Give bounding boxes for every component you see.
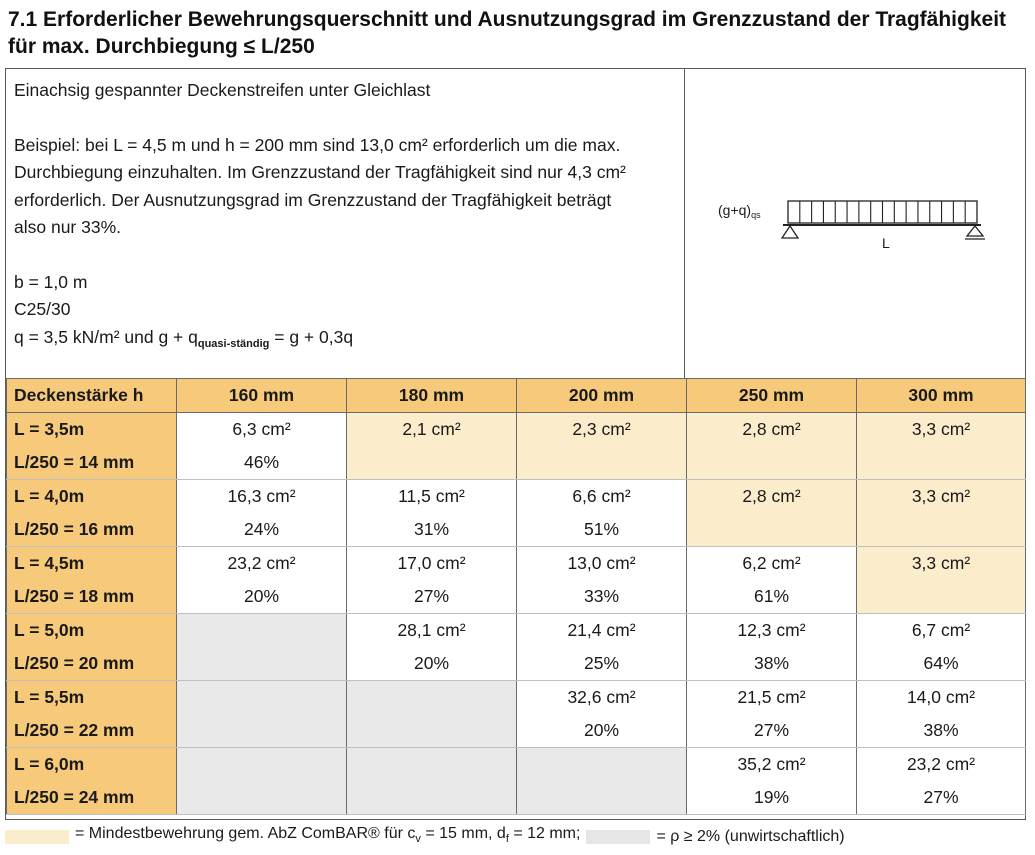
reinforcement-area-cell: 6,2 cm²	[687, 547, 857, 581]
utilization-cell	[347, 446, 517, 480]
reinforcement-area-cell: 21,5 cm²	[687, 681, 857, 715]
utilization-cell	[687, 513, 857, 547]
header-slab-thickness: Deckenstärke h	[7, 379, 177, 413]
utilization-cell	[177, 714, 347, 748]
utilization-cell	[347, 781, 517, 815]
load-label: $(g+q)_{qs}$	[718, 202, 761, 220]
reinforcement-area-cell	[517, 748, 687, 782]
table-row	[7, 446, 1026, 480]
table-row	[7, 714, 1026, 748]
reinforcement-area-cell: 2,8 cm²	[687, 413, 857, 447]
intro-heading: Einachsig gespannter Deckenstreifen unter Gleichlast	[14, 80, 431, 100]
table-row	[7, 480, 1026, 514]
reinforcement-area-cell: 35,2 cm²	[687, 748, 857, 782]
utilization-cell: 33%	[517, 580, 687, 614]
roller-support-icon	[965, 226, 985, 239]
example-line-2: Durchbiegung einzuhalten. Im Grenzzustand der Tragfähigkeit sind nur 4,3 cm²	[14, 162, 626, 182]
reinforcement-area-cell: 17,0 cm²	[347, 547, 517, 581]
reinforcement-area-cell: 23,2 cm²	[177, 547, 347, 581]
span-label: L = 4,5m	[7, 547, 177, 581]
utilization-cell: 20%	[517, 714, 687, 748]
legend	[5, 826, 1025, 848]
utilization-cell	[517, 446, 687, 480]
span-label: L = 3,5m	[7, 413, 177, 447]
reinforcement-area-cell: 14,0 cm²	[857, 681, 1026, 715]
span-label: L = 4,0m	[7, 480, 177, 514]
pin-support-icon	[782, 226, 798, 238]
deflection-limit: L/250 = 14 mm	[7, 446, 177, 480]
table-row	[7, 781, 1026, 815]
reinforcement-area-cell: 32,6 cm²	[517, 681, 687, 715]
table-row	[7, 614, 1026, 648]
utilization-cell: 25%	[517, 647, 687, 681]
reinforcement-area-cell: 11,5 cm²	[347, 480, 517, 514]
reinforcement-area-cell: 6,3 cm²	[177, 413, 347, 447]
utilization-cell: 51%	[517, 513, 687, 547]
utilization-cell: 27%	[857, 781, 1026, 815]
legend-grey-text: = ρ ≥ 2% (unwirtschaftlich)	[656, 828, 845, 845]
reinforcement-area-cell	[177, 748, 347, 782]
table-row	[7, 681, 1026, 715]
min-reinforcement-swatch	[5, 830, 69, 844]
utilization-cell: 38%	[857, 714, 1026, 748]
intro-panel	[6, 69, 685, 378]
reinforcement-area-cell	[177, 614, 347, 648]
deflection-limit: L/250 = 16 mm	[7, 513, 177, 547]
beam-sketch	[685, 69, 1025, 378]
header-thickness-160mm: 160 mm	[177, 379, 347, 413]
reinforcement-area-cell: 2,1 cm²	[347, 413, 517, 447]
table-row	[7, 647, 1026, 681]
concrete-class: C25/30	[14, 299, 71, 319]
utilization-cell: 38%	[687, 647, 857, 681]
deflection-limit: L/250 = 24 mm	[7, 781, 177, 815]
reinforcement-area-cell: 28,1 cm²	[347, 614, 517, 648]
uneconomic-swatch	[586, 830, 650, 844]
reinforcement-area-cell: 6,6 cm²	[517, 480, 687, 514]
utilization-cell: 27%	[687, 714, 857, 748]
utilization-cell: 27%	[347, 580, 517, 614]
table-row	[7, 748, 1026, 782]
legend-min-text: = Mindestbewehrung gem. AbZ ComBAR® für $c_v = 15$ mm, $d_f = 12$ mm;	[75, 825, 581, 846]
utilization-cell: 46%	[177, 446, 347, 480]
reinforcement-area-cell: 2,3 cm²	[517, 413, 687, 447]
reinforcement-area-cell	[177, 681, 347, 715]
reinforcement-area-cell: 16,3 cm²	[177, 480, 347, 514]
utilization-cell	[687, 446, 857, 480]
utilization-cell: 31%	[347, 513, 517, 547]
header-thickness-250mm: 250 mm	[687, 379, 857, 413]
utilization-cell	[857, 513, 1026, 547]
utilization-cell: 19%	[687, 781, 857, 815]
load-param: q = 3,5 kN/m² und $g + q_{quasi-ständig} = g + 0,3q$	[14, 326, 354, 350]
utilization-cell: 64%	[857, 647, 1026, 681]
span-label: L = 5,0m	[7, 614, 177, 648]
reinforcement-area-cell: 2,8 cm²	[687, 480, 857, 514]
reinforcement-area-cell: 12,3 cm²	[687, 614, 857, 648]
utilization-cell	[857, 446, 1026, 480]
reinforcement-area-cell: 13,0 cm²	[517, 547, 687, 581]
utilization-cell: 61%	[687, 580, 857, 614]
utilization-cell: 24%	[177, 513, 347, 547]
span-label: L = 6,0m	[7, 748, 177, 782]
utilization-cell: 20%	[347, 647, 517, 681]
span-label: L = 5,5m	[7, 681, 177, 715]
span-label: L	[882, 235, 890, 251]
reinforcement-area-cell	[347, 748, 517, 782]
example-line-1: Beispiel: bei L = 4,5 m und h = 200 mm sind 13,0 cm² erforderlich um die max.	[14, 134, 621, 155]
table-row	[7, 513, 1026, 547]
utilization-cell	[857, 580, 1026, 614]
utilization-cell	[177, 647, 347, 681]
reinforcement-area-cell: 3,3 cm²	[857, 480, 1026, 514]
reinforcement-area-cell: 3,3 cm²	[857, 413, 1026, 447]
utilization-cell: 20%	[177, 580, 347, 614]
reinforcement-area-cell: 23,2 cm²	[857, 748, 1026, 782]
header-thickness-180mm: 180 mm	[347, 379, 517, 413]
page-title: 7.1 Erforderlicher Bewehrungsquerschnitt und Ausnutzungsgrad im Grenzzustand der Tragfähigkeit für max. Durchbiegung ≤ L/250	[8, 8, 1007, 58]
table-row	[7, 580, 1026, 614]
deflection-limit: L/250 = 22 mm	[7, 714, 177, 748]
header-thickness-200mm: 200 mm	[517, 379, 687, 413]
table-header-row	[7, 379, 1026, 413]
example-line-3: erforderlich. Der Ausnutzungsgrad im Grenzzustand der Tragfähigkeit beträgt	[14, 189, 612, 210]
example-line-4: also nur 33%.	[14, 217, 122, 237]
utilization-cell	[347, 714, 517, 748]
table-row	[7, 547, 1026, 581]
reinforcement-table	[6, 378, 1026, 815]
reinforcement-area-cell: 21,4 cm²	[517, 614, 687, 648]
deflection-limit: L/250 = 18 mm	[7, 580, 177, 614]
utilization-cell	[177, 781, 347, 815]
table-row	[7, 413, 1026, 447]
distributed-load-icon	[788, 201, 977, 223]
deflection-limit: L/250 = 20 mm	[7, 647, 177, 681]
reinforcement-area-cell: 3,3 cm²	[857, 547, 1026, 581]
width-param: b = 1,0 m	[14, 271, 88, 292]
reinforcement-area-cell: 6,7 cm²	[857, 614, 1026, 648]
header-thickness-300mm: 300 mm	[857, 379, 1026, 413]
content-frame	[5, 68, 1026, 820]
utilization-cell	[517, 781, 687, 815]
reinforcement-area-cell	[347, 681, 517, 715]
